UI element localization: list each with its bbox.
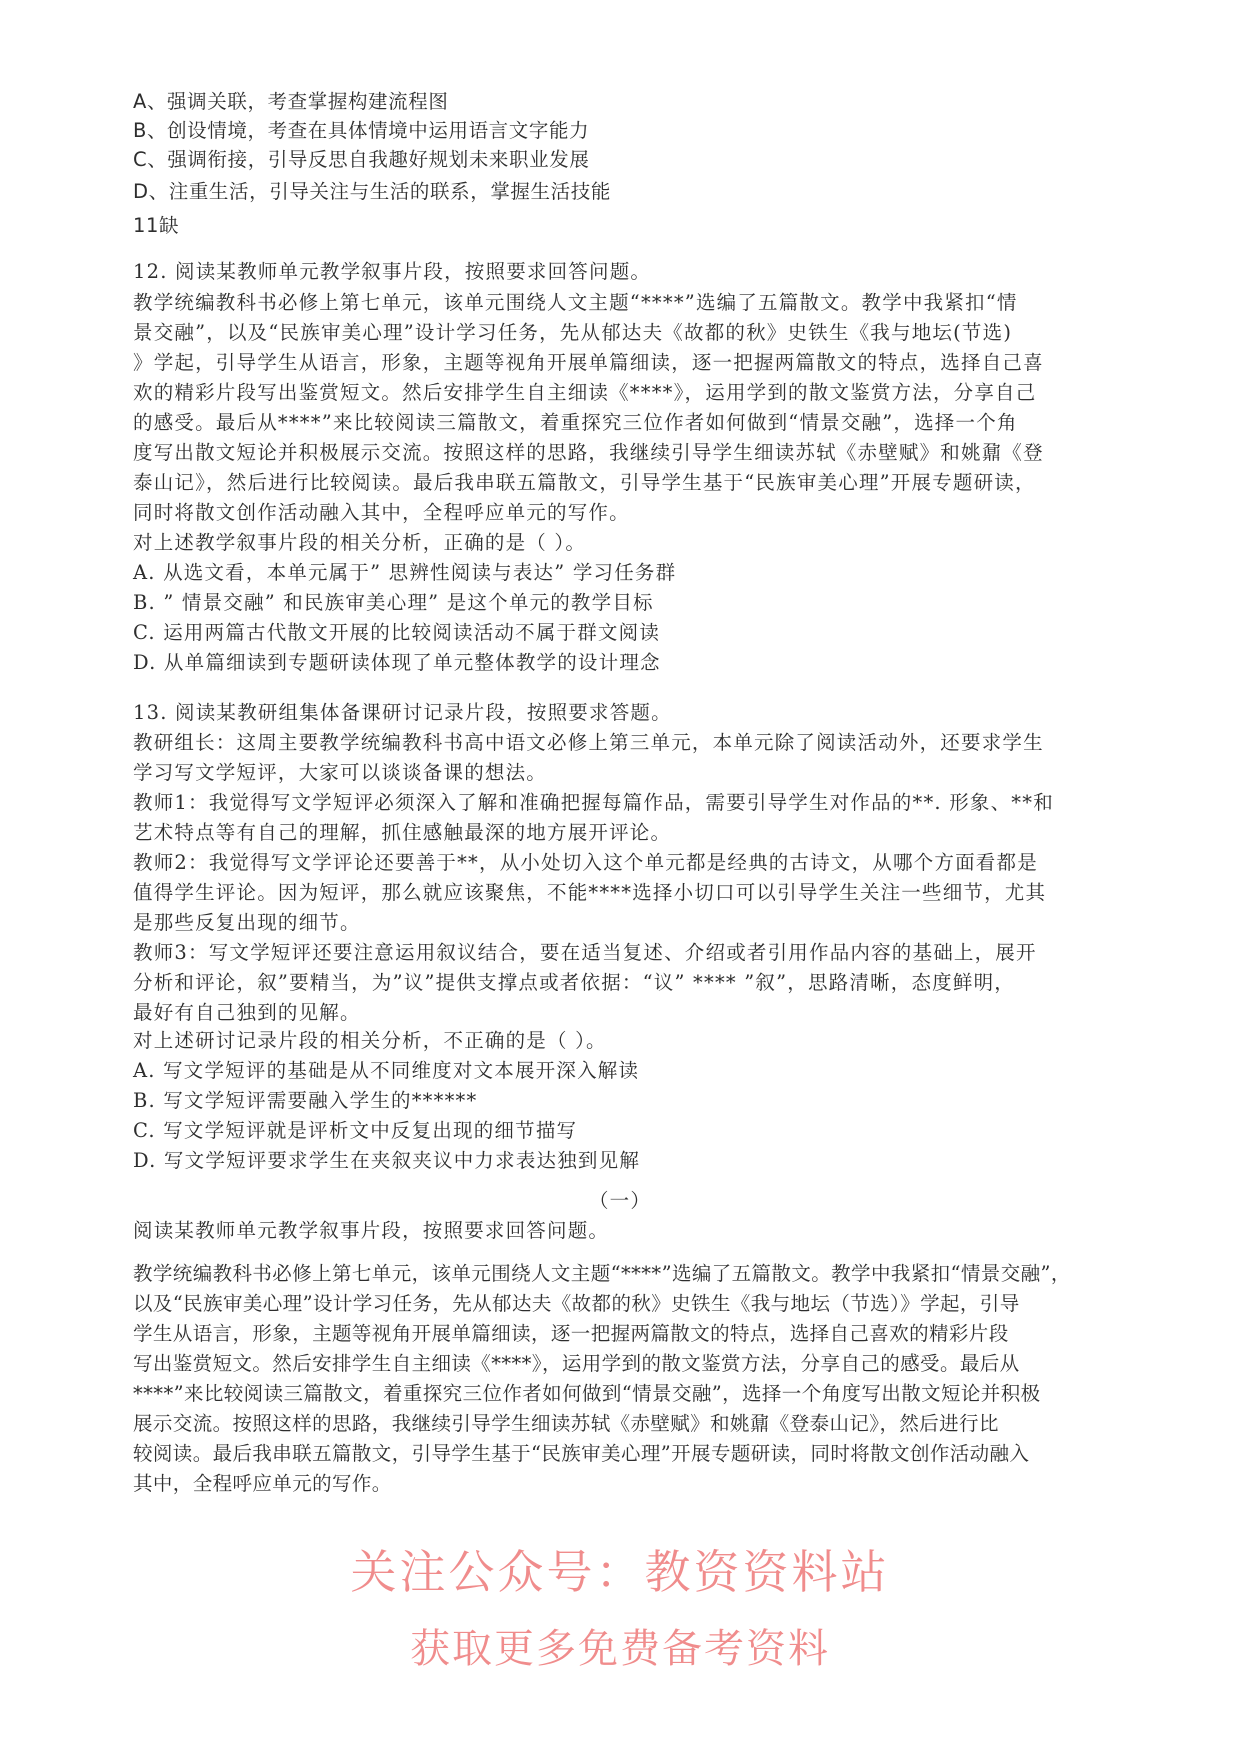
section-passage-line: 教学统编教科书必修上第七单元，该单元围绕人文主题“****”选编了五篇散文。教学中我紧扣“情景交融”，	[133, 1262, 1071, 1285]
q12-passage-line: 度写出散文短论并积极展示交流。按照这样的思路，我继续引导学生细读苏轼《赤壁赋》和姚鼐《登	[133, 441, 1044, 464]
section-passage-line: 以及“民族审美心理”设计学习任务，先从郁达夫《故都的秋》史铁生《我与地坛（节选）》学起，引导	[133, 1292, 1020, 1315]
q12-option-b: B. ” 情景交融” 和民族审美心理” 是这个单元的教学目标	[133, 591, 654, 614]
q13-option-d: D. 写文学短评要求学生在夹叙夹议中力求表达独到见解	[133, 1149, 641, 1172]
q13-passage-line: 分析和评论，叙”要精当，为”议”提供支撑点或者依据：“议” **** ”叙”，思路清晰，态度鲜明，	[133, 971, 1015, 994]
q13-passage-line: 教师2：我觉得写文学评论还要善于**，从小处切入这个单元都是经典的古诗文，从哪个方面看都是	[133, 851, 1038, 874]
q12-title: 12. 阅读某教师单元教学叙事片段，按照要求回答问题。	[133, 260, 652, 283]
q13-passage-line: 最好有自己独到的见解。	[133, 1001, 361, 1024]
q13-passage-line: 教师1：我觉得写文学短评必须深入了解和准确把握每篇作品，需要引导学生对作品的**. 形象、**和	[133, 791, 1054, 814]
section-passage-line: 展示交流。按照这样的思路，我继续引导学生细读苏轼《赤壁赋》和姚鼐《登泰山记》，然后进行比	[133, 1412, 999, 1435]
watermark-line-2: 获取更多免费备考资料	[410, 1626, 830, 1672]
q13-passage-line: 学习写文学短评，大家可以谈谈备课的想法。	[133, 761, 548, 784]
section-passage-line: 较阅读。最后我串联五篇散文，引导学生基于“民族审美心理”开展专题研读，同时将散文创作活动融入	[133, 1442, 1030, 1465]
section-passage-line: ****”来比较阅读三篇散文，着重探究三位作者如何做到“情景交融”，选择一个角度写出散文短论并积极	[133, 1382, 1041, 1405]
q13-passage-line: 值得学生评论。因为短评，那么就应该聚焦，不能****选择小切口可以引导学生关注一些细节，尤其	[133, 881, 1047, 904]
q13-question: 对上述研讨记录片段的相关分析，不正确的是（ ）。	[133, 1029, 607, 1052]
q12-passage-line: 泰山记》，然后进行比较阅读。最后我串联五篇散文，引导学生基于“民族审美心理”开展专题研读，	[133, 471, 1036, 494]
q13-option-b: B. 写文学短评需要融入学生的******	[133, 1089, 478, 1112]
q12-question: 对上述教学叙事片段的相关分析，正确的是（ ）。	[133, 531, 587, 554]
watermark-line-1: 关注公众号：教资资料站	[350, 1545, 890, 1599]
q12-option-c: C. 运用两篇古代散文开展的比较阅读活动不属于群文阅读	[133, 621, 661, 644]
q13-passage-line: 教师3：写文学短评还要注意运用叙议结合，要在适当复述、介绍或者引用作品内容的基础上，展开	[133, 941, 1037, 964]
q10-option-d: D、注重生活，引导关注与生活的联系，掌握生活技能	[133, 180, 611, 203]
q12-passage-line: 同时将散文创作活动融入其中，全程呼应单元的写作。	[133, 501, 630, 524]
q10-option-a: A、强调关联，考查掌握构建流程图	[133, 90, 449, 113]
q13-passage-line: 是那些反复出现的细节。	[133, 911, 361, 934]
q12-option-a: A. 从选文看，本单元属于” 思辨性阅读与表达” 学习任务群	[133, 561, 677, 584]
q12-passage-line: 的感受。最后从****”来比较阅读三篇散文，着重探究三位作者如何做到“情景交融”，选择一个角	[133, 411, 1018, 434]
q12-passage-line: 景交融”，以及“民族审美心理”设计学习任务，先从郁达夫《故都的秋》史铁生《我与地坛(节选)	[133, 321, 1013, 344]
q12-passage-line: 教学统编教科书必修上第七单元，该单元围绕人文主题“****”选编了五篇散文。教学中我紧扣“情	[133, 291, 1018, 314]
section-passage-line: 学生从语言，形象，主题等视角开展单篇细读，逐一把握两篇散文的特点，选择自己喜欢的精彩片段	[133, 1322, 1009, 1345]
section-heading: （一）	[588, 1189, 652, 1212]
q13-passage-line: 艺术特点等有自己的理解，抓住感触最深的地方展开评论。	[133, 821, 672, 844]
q13-title: 13. 阅读某教研组集体备课研讨记录片段，按照要求答题。	[133, 701, 672, 724]
section-passage-line: 其中，全程呼应单元的写作。	[133, 1472, 392, 1495]
q11-label: 11缺	[133, 214, 180, 237]
q10-option-c: C、强调衔接，引导反思自我趣好规划未来职业发展	[133, 148, 590, 171]
q10-option-b: B、创设情境，考查在具体情境中运用语言文字能力	[133, 119, 590, 142]
section-intro: 阅读某教师单元教学叙事片段，按照要求回答问题。	[133, 1219, 610, 1242]
q12-option-d: D. 从单篇细读到专题研读体现了单元整体教学的设计理念	[133, 651, 661, 674]
q13-option-a: A. 写文学短评的基础是从不同维度对文本展开深入解读	[133, 1059, 640, 1082]
q12-passage-line: 》学起，引导学生从语言，形象，主题等视角开展单篇细读，逐一把握两篇散文的特点，选择自己喜	[133, 351, 1044, 374]
q13-option-c: C. 写文学短评就是评析文中反复出现的细节描写	[133, 1119, 578, 1142]
section-passage-line: 写出鉴赏短文。然后安排学生自主细读《****》，运用学到的散文鉴赏方法，分享自己的感受。最后从	[133, 1352, 1020, 1375]
q12-passage-line: 欢的精彩片段写出鉴赏短文。然后安排学生自主细读《****》，运用学到的散文鉴赏方法，分享自己	[133, 381, 1037, 404]
q13-passage-line: 教研组长：这周主要教学统编教科书高中语文必修上第三单元，本单元除了阅读活动外，还要求学生	[133, 731, 1044, 754]
